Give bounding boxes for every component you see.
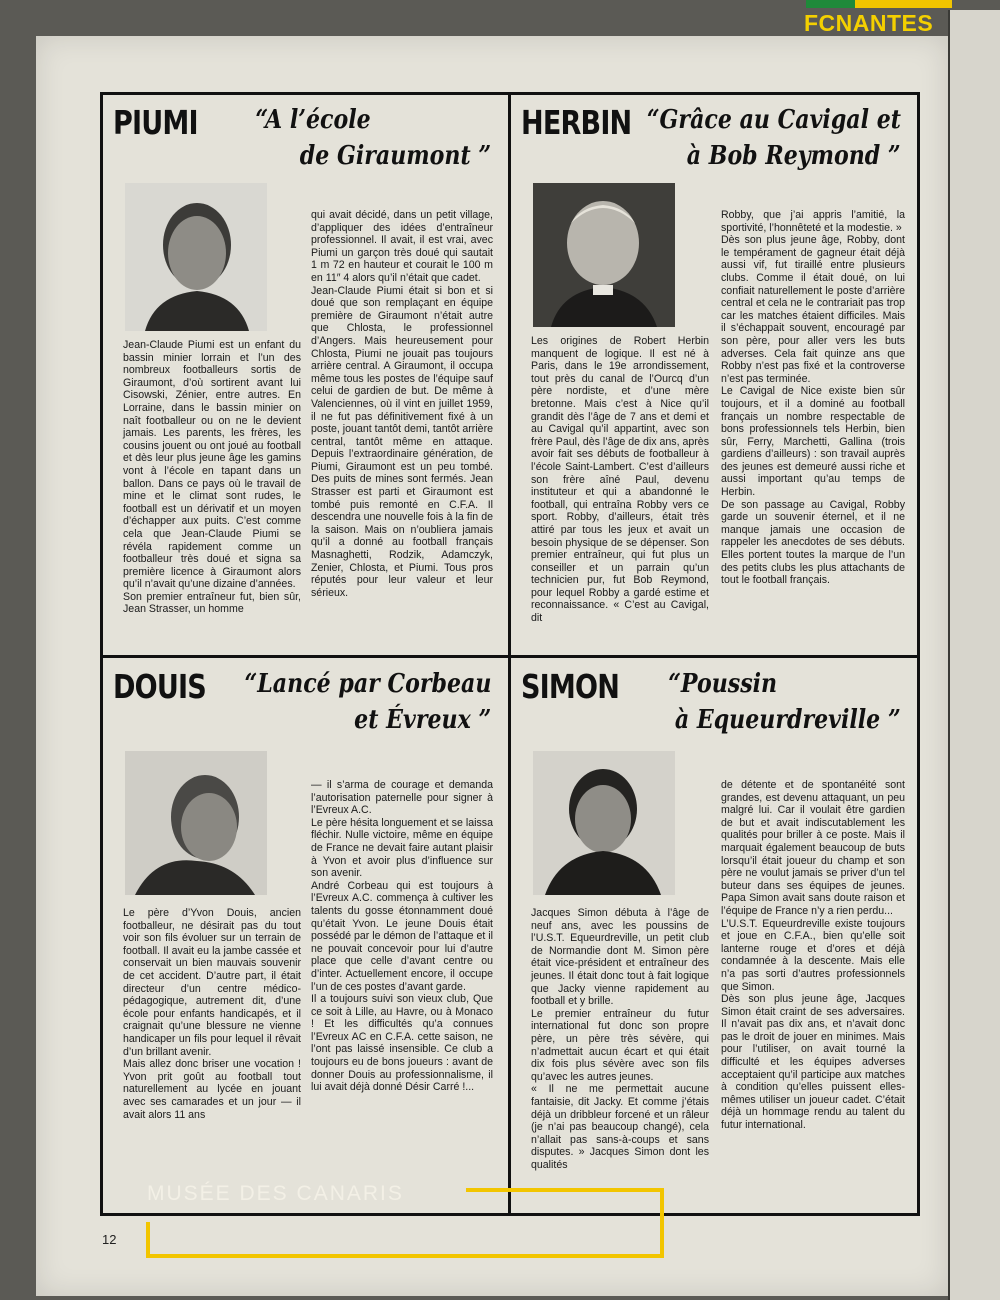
headline-quote-line2: et Évreux ” (353, 705, 491, 735)
paragraph: Le père hésita longuement et se laissa fléchir. Nulle victoire, même en équipe de France ne devait faire autant plaisir à Yvon et avoir plus d’influence sur son avenir. (311, 816, 493, 880)
paragraph: Son premier entraîneur fut, bien sûr, Jean Strasser, un homme (123, 590, 301, 616)
article-simon (521, 667, 907, 1203)
player-portrait-photo (533, 183, 675, 327)
article-headline (113, 103, 497, 179)
player-surname: SIMON (521, 667, 620, 706)
paragraph: L’U.S.T. Equeurdreville existe toujours et joue en C.F.A., bien qu’elle soit lanterne rouge et d’ores et déjà condamnée à la descente. Mais elle n’a pas sorti d’autres professionnels que Simon. (721, 917, 905, 993)
article-headline (113, 667, 497, 743)
article-column-1 (531, 907, 709, 1171)
paragraph: André Corbeau qui est toujours à l’Evreux A.C. commença à cultiver les talents du gosse étonnamment doué qu’était Yvon. Le jeune Douis était possédé par le démon de l’attaque et il ne pouvait concevoir pour lui d’autre place que celle d’avant centre ou d’inter. Actuellement encore, il occupe l’un de ces postes d’avant garde. (311, 879, 493, 993)
paragraph: Le premier entraîneur du futur international fut donc son propre père, un père très sévère, qui n’admettait aucun écart et qui était dix fois plus sévère avec son fils qu’avec les autres jeunes. (531, 1007, 709, 1083)
magazine-page (36, 36, 948, 1296)
portrait-icon (125, 751, 267, 895)
player-portrait-photo (533, 751, 675, 895)
paragraph: — il s’arma de courage et demanda l’autorisation paternelle pour signer à l’Evreux A.C. (311, 779, 493, 817)
watermark-frame-top (466, 1188, 664, 1192)
paragraph: Jacques Simon débuta à l’âge de neuf ans, avec les poussins de l’U.S.T. Equeurdreville, un petit club de Normandie dont M. Simon père était vice-président et entraîneur des jeunes. Il était donc tout à fait logique que Jacky vienne rapidement au football et y brille. (531, 907, 709, 1008)
paragraph: Dès son plus jeune âge, Robby, dont le tempérament de gagneur était déjà aussi vif, fut tiraillé entre plusieurs clubs. Comme il était doué, on lui confiait naturellement le poste d’arrière central et cela ne le contrariait pas trop car les matches étaient difficiles. Mais il s’échappait souvent, encouragé par son père, pour aller vers les buts adverses. Cela fait quinze ans que Robby n’est pas fixé et la controverse n’est pas terminée. (721, 234, 905, 385)
article-column-1 (531, 335, 709, 625)
paragraph: Les origines de Robert Herbin manquent de logique. Il est né à Paris, dans le 19e arrondissement, tout près du canal de l’Ourcq d’un père nordiste, et d’une mère bretonne. Mais c’est à Nice qu’il grandit dès l’âge de 7 ans et demi et au Cavigal qu’il appartint, avec son frère Paul, dès l’âge de dix ans, après avoir fait ses débuts de footballeur à l’école Saint-Lambert. C’est d’ailleurs son frère aîné Paul, devenu instituteur et qui a abandonné le football, qui entraîna Robby vers ce sport. Robby, d’ailleurs, était très attiré par tous les jeux et avait un besoin physique de se dépenser. Son premier entraîneur, qui fut plus un conseiller et un parrain qu’un technicien pur, fut Bob Reymond, pour lequel Robby a gardé estime et reconnaissance. « C’est au Cavigal, dit (531, 335, 709, 625)
watermark-frame-left (146, 1222, 150, 1258)
article-column-1 (123, 339, 301, 616)
article-column-2 (721, 209, 905, 587)
headline-quote-line1: “Lancé par Corbeau (244, 669, 491, 699)
player-portrait-photo (125, 183, 267, 331)
grid-divider-vertical (508, 95, 511, 1213)
paragraph: De son passage au Cavigal, Robby garde un souvenir éternel, et il ne manque jamais une occasion de rappeler les anecdotes de ses débuts. Elles portent toutes la marque de l’un des petits clubs les plus attachants de tout le football français. (721, 498, 905, 587)
paragraph: qui avait décidé, dans un petit village, d’appliquer des idées d’entraîneur professionnel. Il avait, il est vrai, avec Piumi un garçon très doué qui sautait 1 m 72 en hauteur et courait le 100 m en 11″ 4 alors qu’il n’était que cadet. (311, 209, 493, 284)
article-headline (521, 667, 907, 743)
watermark-frame-right (660, 1188, 664, 1258)
article-column-2 (311, 209, 493, 599)
paragraph: Le père d’Yvon Douis, ancien footballeur, ne désirait pas du tout voir son fils évoluer sur un terrain de football. Il avait eu la jambe cassée et conservait un bien mauvais souvenir de cet accident. D’autre part, il était directeur d’un centre médico-pédagogique, autrement dit, d’une école pour enfants handicapés, et il craignait qu’une blessure ne vienne handicaper un fils pour lequel il rêvait d’un brillant avenir. (123, 907, 301, 1058)
headline-quote-line1: “A l’école (255, 105, 371, 135)
portrait-icon (533, 751, 675, 895)
paragraph: Il a toujours suivi son vieux club, Que ce soit à Lille, au Havre, ou à Monaco ! Et les difficultés qu’a connues l’Evreux AC en C.F.A. cette saison, ne l’ont pas laissé insensible. Ce club a toujours eu de bons joueurs : avant de donner Douis au professionnalisme, il lui avait déjà donné Désir Carré !... (311, 993, 493, 1094)
player-portrait-photo (125, 751, 267, 895)
headline-quote-line1: “Poussin (668, 669, 778, 699)
portrait-icon (533, 183, 675, 327)
paragraph: « Il ne me permettait aucune fantaisie, dit Jacky. Et comme j’étais déjà un dribbleur forcené et un râleur (je n’ai pas beaucoup changé), cela n’allait pas sans-à-coups et sans disputes. » Jacques Simon dont les qualités (531, 1083, 709, 1171)
article-herbin (521, 103, 907, 645)
article-piumi (113, 103, 497, 645)
article-headline (521, 103, 907, 179)
article-grid (100, 92, 920, 1216)
paragraph: de détente et de spontanéité sont grandes, est devenu attaquant, un peu malgré lui. Car il voulait être gardien de but et avait indiscutablement les qualités pour briller à ce poste. Mais il marquait également beaucoup de buts lorsqu’il était joueur du champ et son père ne voulut jamais se priver d’un tel buteur dans ses équipes de jeunes. Papa Simon avait sans doute raison et l’équipe de France n’y a rien perdu... (721, 779, 905, 917)
brand-color-bar (806, 0, 952, 8)
paragraph: Mais allez donc briser une vocation ! Yvon prit goût au football tout naturellement au lycée en jouant avec ses camarades et un jour — il avait alors 11 ans (123, 1058, 301, 1121)
page-number: 12 (102, 1232, 117, 1247)
grid-divider-horizontal (103, 655, 917, 658)
watermark-frame-bottom (146, 1254, 664, 1258)
paragraph: Le Cavigal de Nice existe bien sûr toujours, et il a dominé au football français un nombre respectable de bons professionnels tels Herbin, bien sûr, Ferry, Marchetti, Gallina (trois gardiens d’ailleurs) : son travail auprès des jeunes est demeuré aussi riche et aussi important qu’au temps de Herbin. (721, 385, 905, 499)
article-column-2 (721, 779, 905, 1132)
player-surname: DOUIS (113, 667, 206, 706)
player-surname: HERBIN (521, 103, 632, 142)
player-surname: PIUMI (113, 103, 198, 142)
paragraph: Jean-Claude Piumi est un enfant du bassin minier lorrain et l’un des nombreux footballeurs sortis de Giraumont, d’où sortirent avant lui Cisowski, Zénier, entre autres. En Lorraine, dans le bassin minier on naît footballeur ou on ne le devient jamais. Les parents, les frères, les cousins jouent ou ont joué au football et dès leur plus jeune âge les gamins vont à l’école en tapant dans un ballon. Dans ce pays où le travail de mine et le climat sont rudes, le football est un dérivatif et un moyen d’échapper aux puits. C’est comme cela que Jean-Claude Piumi se révéla rapidement comme un footballeur très doué et signa sa première licence à Giraumont alors qu’il n’avait qu’une dizaine d’années. (123, 339, 301, 591)
portrait-icon (125, 183, 267, 331)
article-column-2 (311, 779, 493, 1094)
paragraph: Robby, que j’ai appris l’amitié, la sportivité, l’honnêteté et la modestie. » (721, 209, 905, 234)
article-column-1 (123, 907, 301, 1121)
headline-quote-line1: “Grâce au Cavigal et (646, 105, 901, 135)
adjacent-page-edge (948, 10, 1000, 1300)
museum-watermark-text: MUSÉE DES CANARIS (147, 1182, 404, 1205)
headline-quote-line2: à Equeurdreville ” (675, 705, 901, 735)
paragraph: Dès son plus jeune âge, Jacques Simon était craint de ses adversaires. Il n’avait pas dix ans, et n’avait donc pas le droit de jouer en minimes. Mais pour l’utiliser, on avait tourné la difficulté et les équipes adverses acceptaient qu’il participe aux matches à condition qu’elles puissent elles-mêmes utiliser un joueur cadet. C’était déjà un hommage rendu au talent du futur international. (721, 993, 905, 1132)
article-douis (113, 667, 497, 1203)
headline-quote-line2: à Bob Reymond ” (687, 141, 901, 171)
paragraph: Jean-Claude Piumi était si bon et si doué que son remplaçant en équipe première de Giraumont n’était autre que Chlosta, le professionnel d’Angers. Mais heureusement pour Chlosta, Piumi ne jouait pas toujours arrière central. A Giraumont, il occupa même tous les postes de l’équipe sauf celui de gardien de but. De même à Valenciennes, où il vint en juillet 1959, il ne fut pas définitivement fixé à un poste, jouant tantôt demi, tantôt arrière central, tantôt même en attaque. Depuis l’extraordinaire génération, de Piumi, Giraumont est un peu tombé. Des puits de mines sont fermés. Jean Strasser est parti et Giraumont est tombé puis remonté en C.F.A. Il descendra une nouvelle fois à la fin de la saison. Mais on n’oubliera jamais qu’il a donné au football français Masnaghetti, Rodzik, Adamczyk, Zenier, Chlosta, et Piumi. Tous pros réputés pour leur valeur et leur sérieux. (311, 284, 493, 599)
brand-logo[interactable]: FCNANTES (804, 10, 934, 36)
headline-quote-line2: de Giraumont ” (299, 141, 491, 171)
